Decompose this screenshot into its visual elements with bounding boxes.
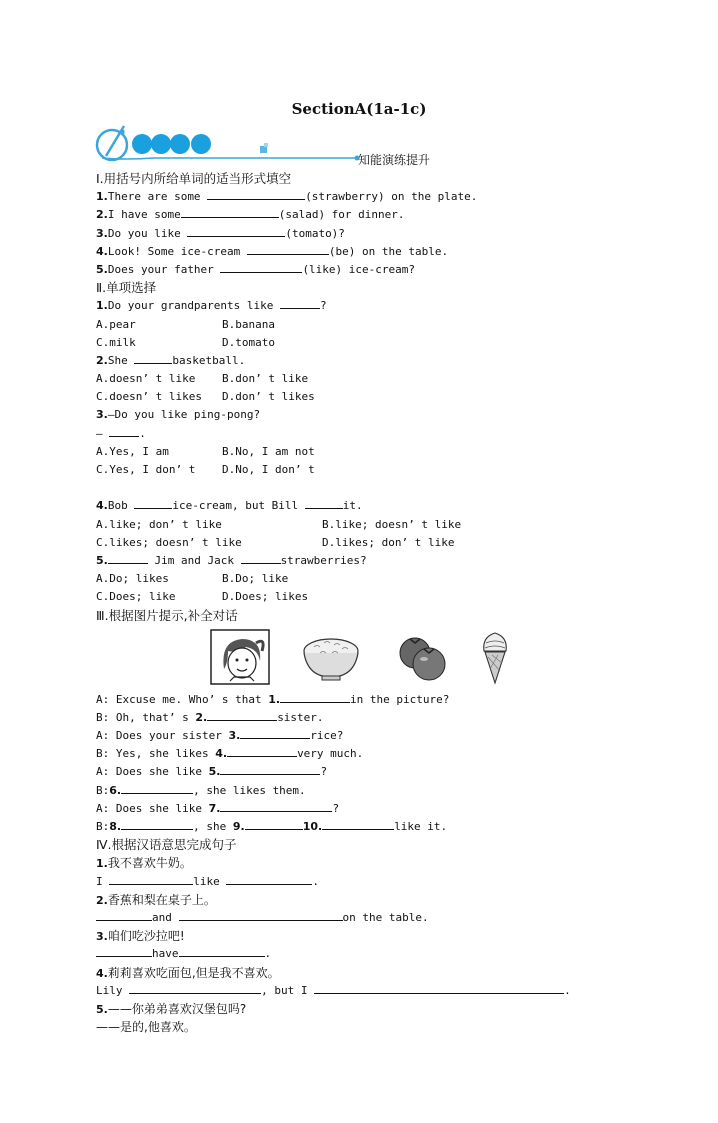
answer-blank[interactable] [322,818,394,830]
option-d[interactable]: D.Does; likes [222,590,309,604]
answer-blank[interactable] [220,261,302,273]
answer-blank[interactable] [109,873,193,885]
answer-blank[interactable] [240,727,310,739]
s4-q4-prompt: 4.莉莉喜欢吃面包,但是我不喜欢。 [96,965,280,980]
s2-q2-options-ab [96,370,696,388]
s2-q1-options-ab [96,316,696,334]
ice-cream-image [480,629,510,685]
section-4-heading: Ⅳ.根据汉语意思完成句子 [96,837,237,853]
dialogue-line-7: A: Does she like 7. ? [96,801,340,815]
s2-q4-options-cd [96,534,696,552]
option-c[interactable]: C.Does; like [96,590,176,604]
answer-blank[interactable] [280,297,320,309]
s2-q3-answer-line: — . [96,426,146,440]
option-d[interactable]: D.don’ t likes [222,390,315,404]
option-c[interactable]: C.doesn’ t likes [96,390,202,404]
answer-blank[interactable] [134,497,172,509]
answer-blank[interactable] [134,352,172,364]
dialogue-line-8: B:8. , she 9. 10. like it. [96,820,448,833]
s1-item-5: 5.Does your father (like) ice-cream? [96,262,416,276]
s1-item-3: 3.Do you like (tomato)? [96,226,345,240]
s1-item-2: 2.I have some (salad) for dinner. [96,208,405,222]
answer-blank[interactable] [129,982,261,994]
answer-blank[interactable] [226,873,312,885]
dialogue-line-2: B: Oh, that’ s 2. sister. [96,710,324,724]
answer-blank[interactable] [179,909,343,921]
dialogue-line-3: A: Does your sister 3. rice? [96,729,344,743]
s2-q5: 5. Jim and Jack strawberries? [96,553,367,567]
section-3-heading: Ⅲ.根据图片提示,补全对话 [96,607,238,623]
s2-q1-options-cd [96,334,696,352]
answer-blank[interactable] [227,745,297,757]
dialogue-line-5: A: Does she like 5. ? [96,765,328,779]
s4-q2-answer: and on the table. [96,909,696,927]
s4-q3-prompt: 3.咱们吃沙拉吧! [96,929,185,944]
s1-item-1: 1.There are some (strawberry) on the plate. [96,190,478,204]
answer-blank[interactable] [245,818,303,830]
option-d[interactable]: D.likes; don’ t like [322,535,455,549]
dialogue-line-4: B: Yes, she likes 4. very much. [96,747,364,761]
option-d[interactable]: D.No, I don’ t [222,463,315,476]
section-2-heading: Ⅱ.单项选择 [96,280,157,296]
s4-q5-prompt: 5.——你弟弟喜欢汉堡包吗? [96,1001,247,1016]
answer-blank[interactable] [121,818,193,830]
section-1-heading: Ⅰ.用括号内所给单词的适当形式填空 [96,171,292,186]
answer-blank[interactable] [247,243,329,255]
s2-q3: 3.—Do you like ping-pong? [96,408,261,422]
option-b[interactable]: B.like; doesn’ t like [322,517,462,531]
s4-q4-answer: Lily , but I . [96,983,571,997]
option-c[interactable]: C.likes; doesn’ t like [96,535,242,549]
s2-q2: 2.She basketball. [96,353,246,367]
option-b[interactable]: B.Do; like [222,572,289,586]
answer-blank[interactable] [96,945,152,957]
s4-q1-answer: I like . [96,874,319,888]
page-title: SectionA(1a-1c) [291,100,427,118]
option-a[interactable]: A.Do; likes [96,572,169,586]
s4-q5-reply: ——是的,他喜欢。 [96,1020,196,1035]
rice-bowl-image [300,633,362,681]
option-a[interactable]: A.like; don’ t like [96,517,222,531]
s2-q1: 1.Do your grandparents like ? [96,299,327,313]
dialogue-line-6: B:6. , she likes them. [96,783,306,797]
s2-q3-options-ab [96,443,696,461]
s2-q5-options-ab [96,570,696,588]
option-a[interactable]: A.doesn’ t like [96,372,196,386]
answer-blank[interactable] [280,691,350,703]
answer-blank[interactable] [207,709,277,721]
answer-blank[interactable] [121,782,193,794]
answer-blank[interactable] [220,763,320,775]
option-a[interactable]: A.pear [96,317,136,331]
answer-blank[interactable] [109,425,139,437]
answer-blank[interactable] [305,497,343,509]
s4-q1-prompt: 1.我不喜欢牛奶。 [96,856,192,871]
answer-blank[interactable] [179,945,265,957]
s2-q3-options-cd [96,461,696,479]
s4-q3-answer: have . [96,945,696,963]
option-b[interactable]: B.banana [222,317,275,331]
dialogue-line-1: A: Excuse me. Who’ s that 1. in the picture? [96,692,450,706]
answer-blank[interactable] [108,552,148,564]
s4-q2-prompt: 2.香蕉和梨在桌子上。 [96,892,216,907]
tomatoes-image [396,631,450,683]
picture-row [96,629,696,685]
option-c[interactable]: C.Yes, I don’ t [96,463,196,476]
answer-blank[interactable] [96,909,152,921]
answer-blank[interactable] [187,225,285,237]
option-a[interactable]: A.Yes, I am [96,444,169,458]
s2-q5-options-cd [96,588,696,606]
option-b[interactable]: B.don’ t like [222,372,309,386]
s1-item-4: 4.Look! Some ice-cream (be) on the table. [96,244,449,258]
banner-label: 知能演练提升 [358,153,431,167]
answer-blank[interactable] [207,188,305,200]
s2-q2-options-cd [96,388,696,406]
girl-portrait-image [210,629,270,685]
answer-blank[interactable] [241,552,281,564]
option-c[interactable]: C.milk [96,335,136,349]
s2-q4-options-ab [96,516,696,534]
answer-blank[interactable] [181,206,279,218]
answer-blank[interactable] [220,800,332,812]
worksheet-content [96,170,696,1036]
answer-blank[interactable] [314,982,564,994]
s2-q4: 4.Bob ice-cream, but Bill it. [96,499,363,513]
option-d[interactable]: D.tomato [222,335,275,349]
option-b[interactable]: B.No, I am not [222,444,315,458]
